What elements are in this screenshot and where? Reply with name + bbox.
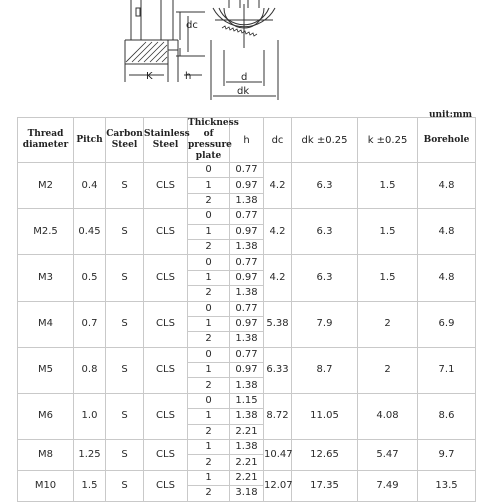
cell-thread: M8 <box>18 440 74 471</box>
cell-borehole: 8.6 <box>418 393 476 439</box>
cell-pitch: 0.7 <box>74 301 106 347</box>
cell-plate: 0 <box>188 209 230 224</box>
cell-h: 1.38 <box>230 286 264 301</box>
cell-carbon: S <box>106 209 144 255</box>
cell-borehole: 9.7 <box>418 440 476 471</box>
label-k: K <box>146 71 153 82</box>
cell-pitch: 0.8 <box>74 347 106 393</box>
cell-borehole: 4.8 <box>418 255 476 301</box>
cell-thread: M10 <box>18 470 74 501</box>
table-row <box>18 470 476 485</box>
cell-plate: 0 <box>188 301 230 316</box>
cell-k: 1.5 <box>358 255 418 301</box>
cell-pitch: 1.25 <box>74 440 106 471</box>
cell-dk: 6.3 <box>292 209 358 255</box>
cell-pitch: 1.0 <box>74 393 106 439</box>
cell-borehole: 6.9 <box>418 301 476 347</box>
cell-k: 5.47 <box>358 440 418 471</box>
label-d: d <box>241 72 248 83</box>
cell-h: 1.15 <box>230 393 264 408</box>
table-row <box>18 440 476 455</box>
cell-h: 1.38 <box>230 239 264 254</box>
table-row <box>18 393 476 408</box>
cell-borehole: 4.8 <box>418 209 476 255</box>
cell-carbon: S <box>106 440 144 471</box>
cell-dc: 4.2 <box>264 255 292 301</box>
cell-pitch: 0.5 <box>74 255 106 301</box>
side-view <box>125 0 205 82</box>
cell-thread: M3 <box>18 255 74 301</box>
table-row <box>18 163 476 178</box>
cell-plate: 2 <box>188 378 230 393</box>
cell-h: 0.97 <box>230 178 264 193</box>
cell-plate: 1 <box>188 270 230 285</box>
cell-plate: 2 <box>188 193 230 208</box>
header-pitch: Pitch <box>74 118 106 163</box>
cell-k: 2 <box>358 347 418 393</box>
table-row <box>18 347 476 362</box>
cell-h: 0.77 <box>230 347 264 362</box>
cell-thread: M4 <box>18 301 74 347</box>
cell-h: 1.38 <box>230 440 264 455</box>
header-h: h <box>230 118 264 163</box>
header-dc: dc <box>264 118 292 163</box>
front-view <box>211 0 278 100</box>
cell-k: 2 <box>358 301 418 347</box>
header-dk: dk ±0.25 <box>292 118 358 163</box>
cell-dc: 5.38 <box>264 301 292 347</box>
cell-carbon: S <box>106 163 144 209</box>
cell-borehole: 4.8 <box>418 163 476 209</box>
cell-dk: 6.3 <box>292 163 358 209</box>
cell-h: 2.21 <box>230 424 264 439</box>
cell-plate: 1 <box>188 316 230 331</box>
table-body <box>18 163 476 502</box>
table-row <box>18 255 476 270</box>
cell-plate: 1 <box>188 178 230 193</box>
cell-pitch: 0.45 <box>74 209 106 255</box>
cell-plate: 1 <box>188 363 230 378</box>
cell-plate: 2 <box>188 286 230 301</box>
cell-h: 2.21 <box>230 455 264 470</box>
cell-k: 1.5 <box>358 163 418 209</box>
cell-k: 7.49 <box>358 470 418 501</box>
cell-stainless: CLS <box>144 209 188 255</box>
cell-stainless: CLS <box>144 470 188 501</box>
table-row <box>18 301 476 316</box>
cell-h: 0.77 <box>230 255 264 270</box>
cell-h: 0.97 <box>230 224 264 239</box>
cell-pitch: 1.5 <box>74 470 106 501</box>
cell-plate: 1 <box>188 470 230 485</box>
cell-carbon: S <box>106 347 144 393</box>
cell-plate: 2 <box>188 486 230 501</box>
cell-dc: 6.33 <box>264 347 292 393</box>
cell-dk: 12.65 <box>292 440 358 471</box>
cell-thread: M2.5 <box>18 209 74 255</box>
cell-dk: 6.3 <box>292 255 358 301</box>
cell-plate: 0 <box>188 163 230 178</box>
cell-h: 1.38 <box>230 378 264 393</box>
cell-thread: M2 <box>18 163 74 209</box>
header-row <box>18 118 476 163</box>
cell-dk: 7.9 <box>292 301 358 347</box>
cell-stainless: CLS <box>144 163 188 209</box>
cell-h: 0.77 <box>230 301 264 316</box>
cell-plate: 2 <box>188 332 230 347</box>
cell-pitch: 0.4 <box>74 163 106 209</box>
cell-plate: 2 <box>188 455 230 470</box>
spec-table-container <box>17 117 475 499</box>
cell-plate: 0 <box>188 347 230 362</box>
cell-stainless: CLS <box>144 301 188 347</box>
header-borehole: Borehole <box>418 118 476 163</box>
cell-h: 0.77 <box>230 209 264 224</box>
label-dk: dk <box>237 86 250 97</box>
cell-stainless: CLS <box>144 440 188 471</box>
cell-dc: 8.72 <box>264 393 292 439</box>
cell-dk: 17.35 <box>292 470 358 501</box>
header-k: k ±0.25 <box>358 118 418 163</box>
cell-carbon: S <box>106 301 144 347</box>
cell-dc: 4.2 <box>264 163 292 209</box>
cell-thread: M6 <box>18 393 74 439</box>
cell-h: 1.38 <box>230 409 264 424</box>
cell-h: 0.97 <box>230 270 264 285</box>
cell-plate: 0 <box>188 255 230 270</box>
cell-stainless: CLS <box>144 255 188 301</box>
header-carbon: Carbon Steel <box>106 118 144 163</box>
cell-plate: 1 <box>188 224 230 239</box>
header-plate: Thickness of pressure plate <box>188 118 239 161</box>
cell-stainless: CLS <box>144 347 188 393</box>
cell-dc: 10.47 <box>264 440 292 471</box>
cell-h: 0.97 <box>230 316 264 331</box>
cell-dk: 11.05 <box>292 393 358 439</box>
label-dc: dc <box>186 20 198 31</box>
header-thread: Thread diameter <box>18 118 74 163</box>
cell-carbon: S <box>106 255 144 301</box>
cell-borehole: 7.1 <box>418 347 476 393</box>
cell-plate: 2 <box>188 424 230 439</box>
cell-plate: 2 <box>188 239 230 254</box>
unit-label: unit:mm <box>428 110 472 120</box>
cell-k: 1.5 <box>358 209 418 255</box>
cell-dc: 12.07 <box>264 470 292 501</box>
cell-h: 1.38 <box>230 193 264 208</box>
cell-stainless: CLS <box>144 393 188 439</box>
cell-dk: 8.7 <box>292 347 358 393</box>
cell-h: 0.97 <box>230 363 264 378</box>
spec-table <box>17 117 476 502</box>
cell-thread: M5 <box>18 347 74 393</box>
cell-h: 3.18 <box>230 486 264 501</box>
cell-k: 4.08 <box>358 393 418 439</box>
cell-borehole: 13.5 <box>418 470 476 501</box>
cell-plate: 1 <box>188 440 230 455</box>
technical-drawing <box>0 0 480 112</box>
cell-h: 0.77 <box>230 163 264 178</box>
header-stainless: Stainless Steel <box>144 118 188 163</box>
label-h: h <box>185 71 192 82</box>
cell-h: 2.21 <box>230 470 264 485</box>
cell-carbon: S <box>106 393 144 439</box>
cell-dc: 4.2 <box>264 209 292 255</box>
cell-carbon: S <box>106 470 144 501</box>
cell-plate: 0 <box>188 393 230 408</box>
table-row <box>18 209 476 224</box>
cell-plate: 1 <box>188 409 230 424</box>
cell-h: 1.38 <box>230 332 264 347</box>
